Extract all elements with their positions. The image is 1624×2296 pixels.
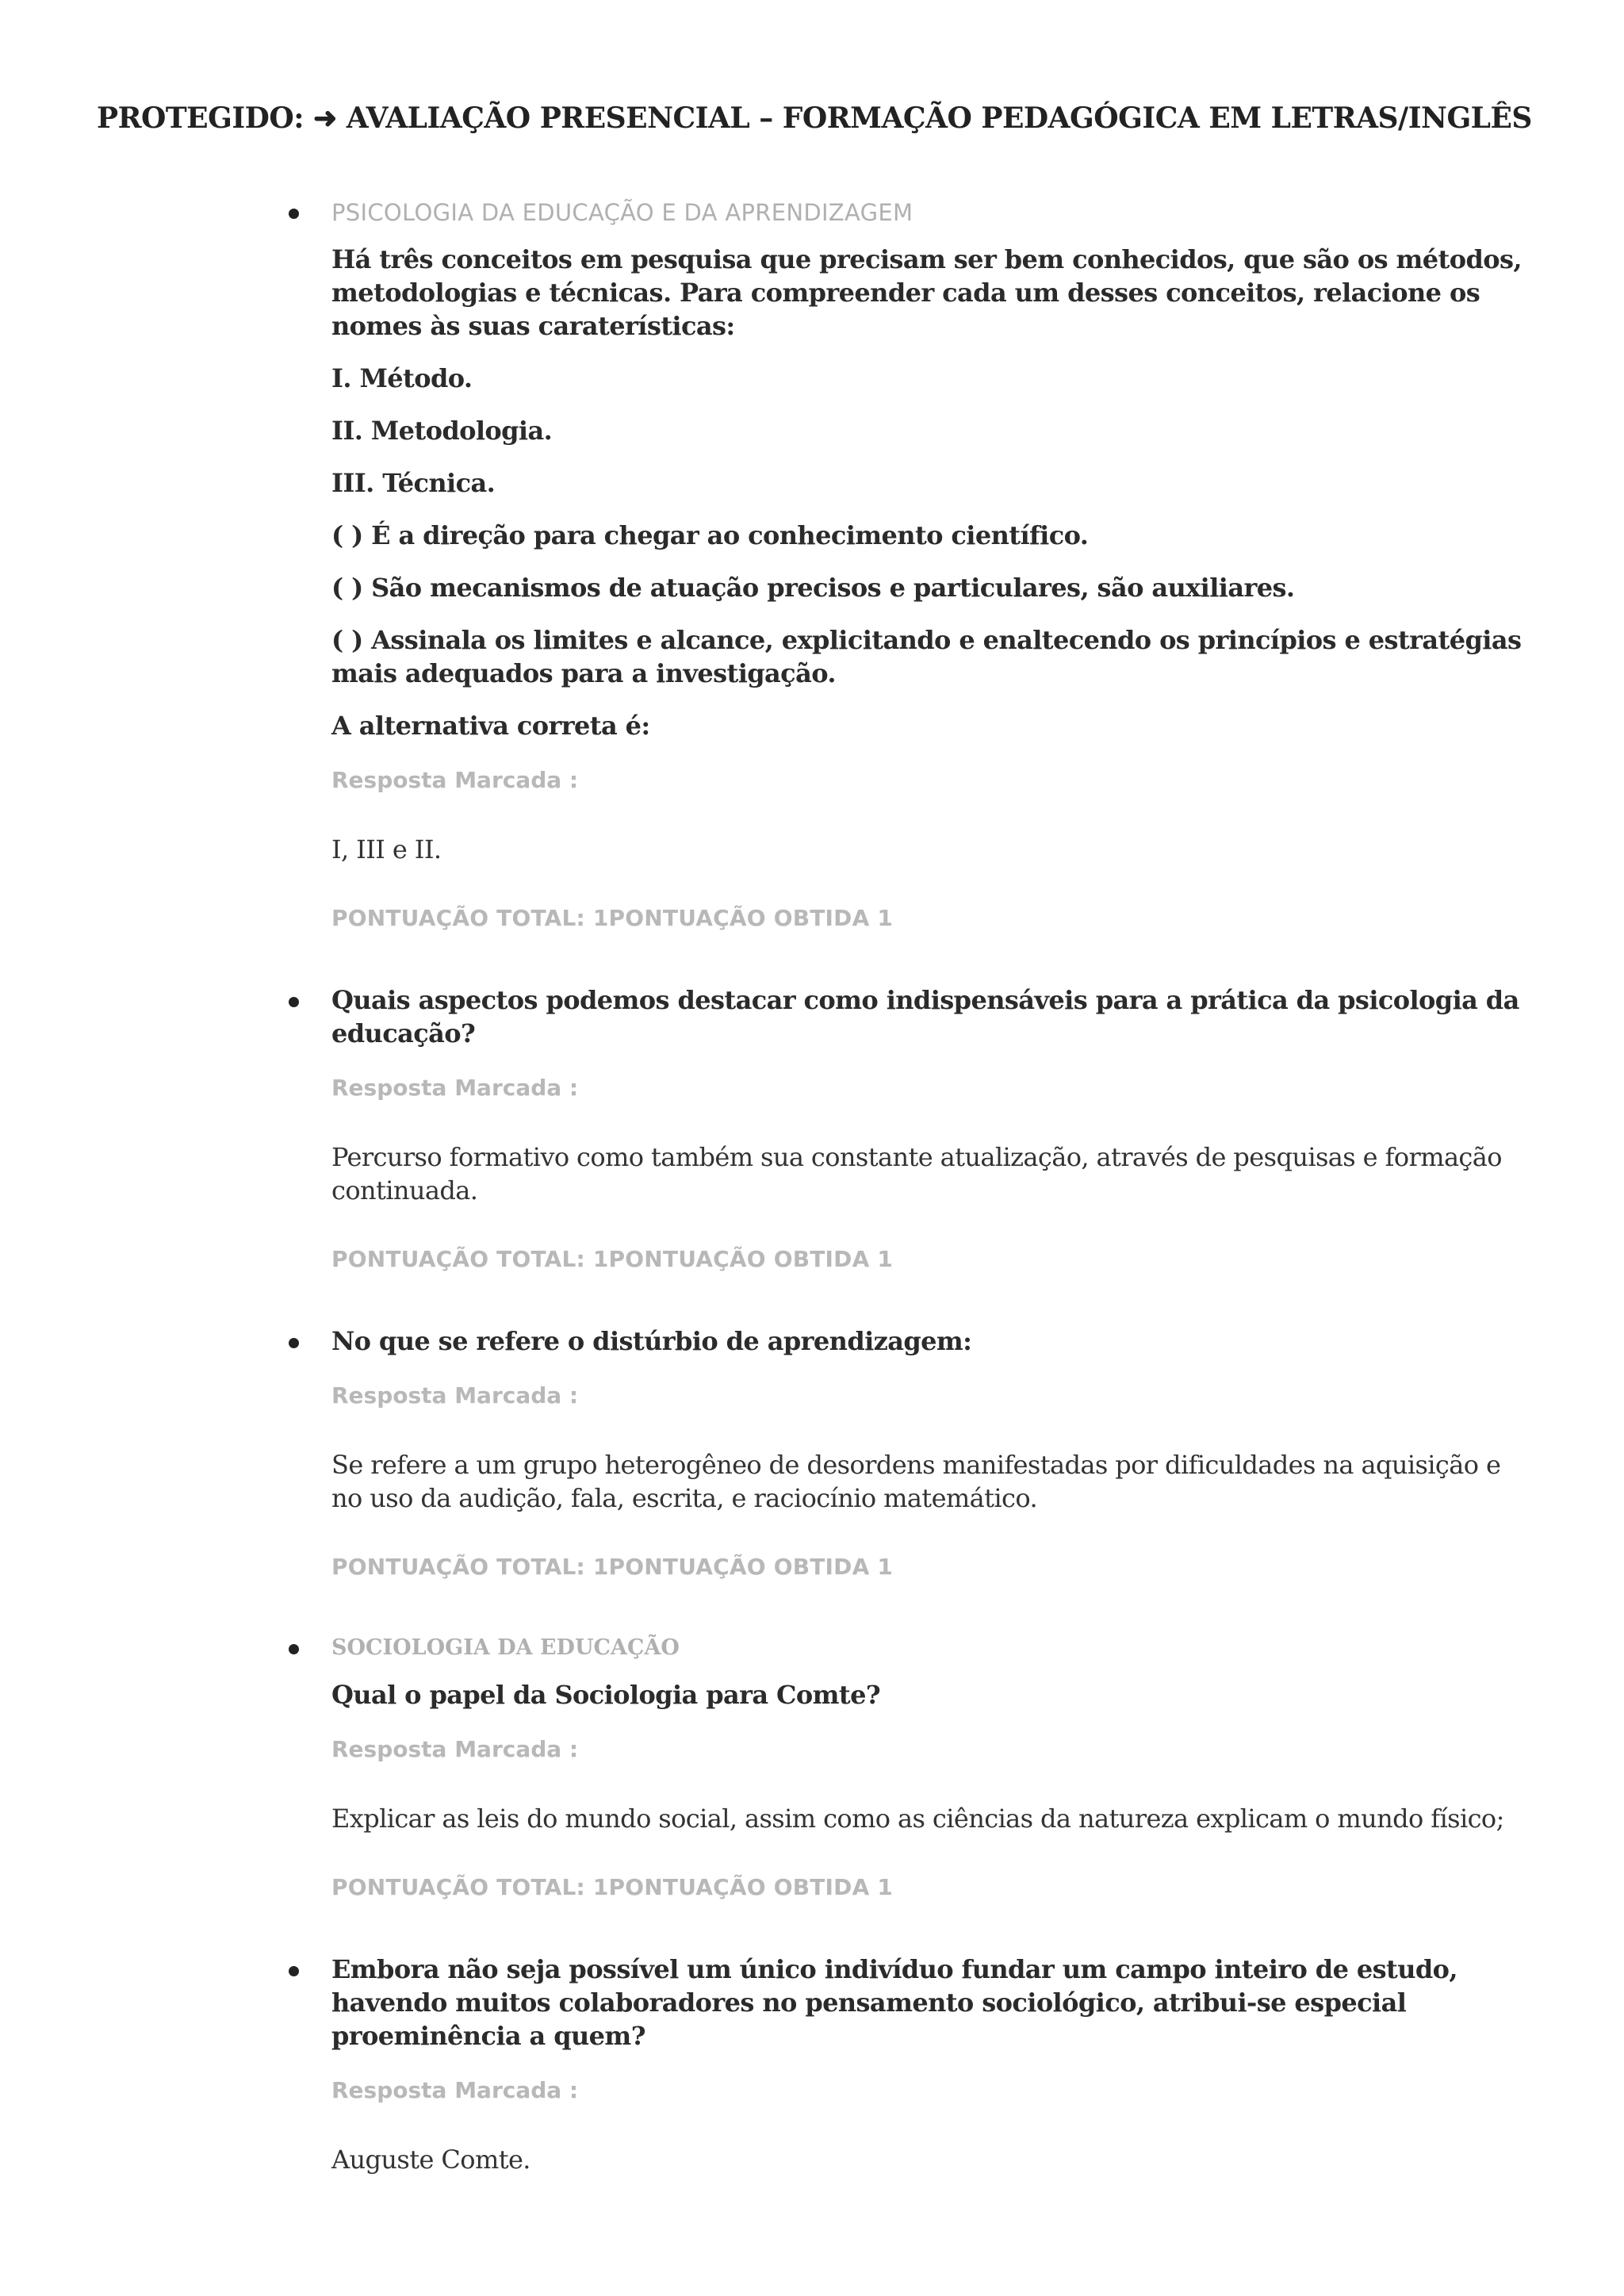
answer-text: Percurso formativo como também sua constante atualização, através de pesquisas e formação continuada. xyxy=(331,1142,1502,1205)
question-item xyxy=(331,1632,1537,1903)
bullet-icon xyxy=(289,1338,299,1348)
bullet-icon xyxy=(289,209,299,219)
question-line: ( ) Assinala os limites e alcance, explicitando e enaltecendo os princípios e estratégias mais adequados para a investigação. xyxy=(331,625,1522,688)
page-title: PROTEGIDO: ➜ AVALIAÇÃO PRESENCIAL – FORMAÇÃO PEDAGÓGICA EM LETRAS/INGLÊS xyxy=(97,102,1532,135)
response-label: Resposta Marcada : xyxy=(331,767,579,793)
bullet-icon xyxy=(289,1966,299,1976)
score-text: PONTUAÇÃO TOTAL: 1PONTUAÇÃO OBTIDA 1 xyxy=(331,1554,894,1580)
answer-text: Auguste Comte. xyxy=(331,2145,530,2175)
question-text: Há três conceitos em pesquisa que precisam ser bem conhecidos, que são os métodos, metodologias e técnicas. Para compreender cada um desses conceitos, relacione os nomes às suas caraterísticas: xyxy=(331,244,1522,341)
question-line: ( ) São mecanismos de atuação precisos e particulares, são auxiliares. xyxy=(331,573,1295,603)
response-label: Resposta Marcada : xyxy=(331,1075,579,1101)
category-label[interactable]: PSICOLOGIA DA EDUCAÇÃO E DA APRENDIZAGEM xyxy=(331,199,914,226)
question-item xyxy=(331,983,1537,1275)
question-line: I. Método. xyxy=(331,363,473,393)
score-text: PONTUAÇÃO TOTAL: 1PONTUAÇÃO OBTIDA 1 xyxy=(331,905,894,931)
question-item xyxy=(331,1953,1537,2176)
question-line: ( ) É a direção para chegar ao conhecimento científico. xyxy=(331,520,1089,550)
question-text: Qual o papel da Sociologia para Comte? xyxy=(331,1680,880,1710)
answer-text: Se refere a um grupo heterogêneo de desordens manifestadas por dificuldades na aquisição e no uso da audição, fala, escrita, e raciocínio matemático. xyxy=(331,1450,1501,1513)
score-text: PONTUAÇÃO TOTAL: 1PONTUAÇÃO OBTIDA 1 xyxy=(331,1246,894,1272)
bullet-icon xyxy=(289,997,299,1007)
question-list xyxy=(331,197,1537,2225)
response-label: Resposta Marcada : xyxy=(331,1736,579,1762)
question-item xyxy=(331,197,1537,934)
question-text: Embora não seja possível um único indivíduo fundar um campo inteiro de estudo, havendo muitos colaboradores no pensamento sociológico, atribui-se especial proeminência a quem? xyxy=(331,1954,1457,2051)
question-line: A alternativa correta é: xyxy=(331,711,650,741)
answer-text: Explicar as leis do mundo social, assim como as ciências da natureza explicam o mundo físico; xyxy=(331,1803,1504,1834)
score-text: PONTUAÇÃO TOTAL: 1PONTUAÇÃO OBTIDA 1 xyxy=(331,1874,894,1900)
question-item xyxy=(331,1324,1537,1583)
question-text: No que se refere o distúrbio de aprendizagem: xyxy=(331,1326,972,1356)
question-text: Quais aspectos podemos destacar como indispensáveis para a prática da psicologia da educação? xyxy=(331,985,1519,1048)
answer-text: I, III e II. xyxy=(331,834,442,864)
response-label: Resposta Marcada : xyxy=(331,2077,579,2103)
response-label: Resposta Marcada : xyxy=(331,1382,579,1409)
bullet-icon xyxy=(289,1644,299,1654)
question-line: III. Técnica. xyxy=(331,468,496,498)
question-line: II. Metodologia. xyxy=(331,416,553,446)
category-label[interactable]: SOCIOLOGIA DA EDUCAÇÃO xyxy=(331,1635,680,1660)
